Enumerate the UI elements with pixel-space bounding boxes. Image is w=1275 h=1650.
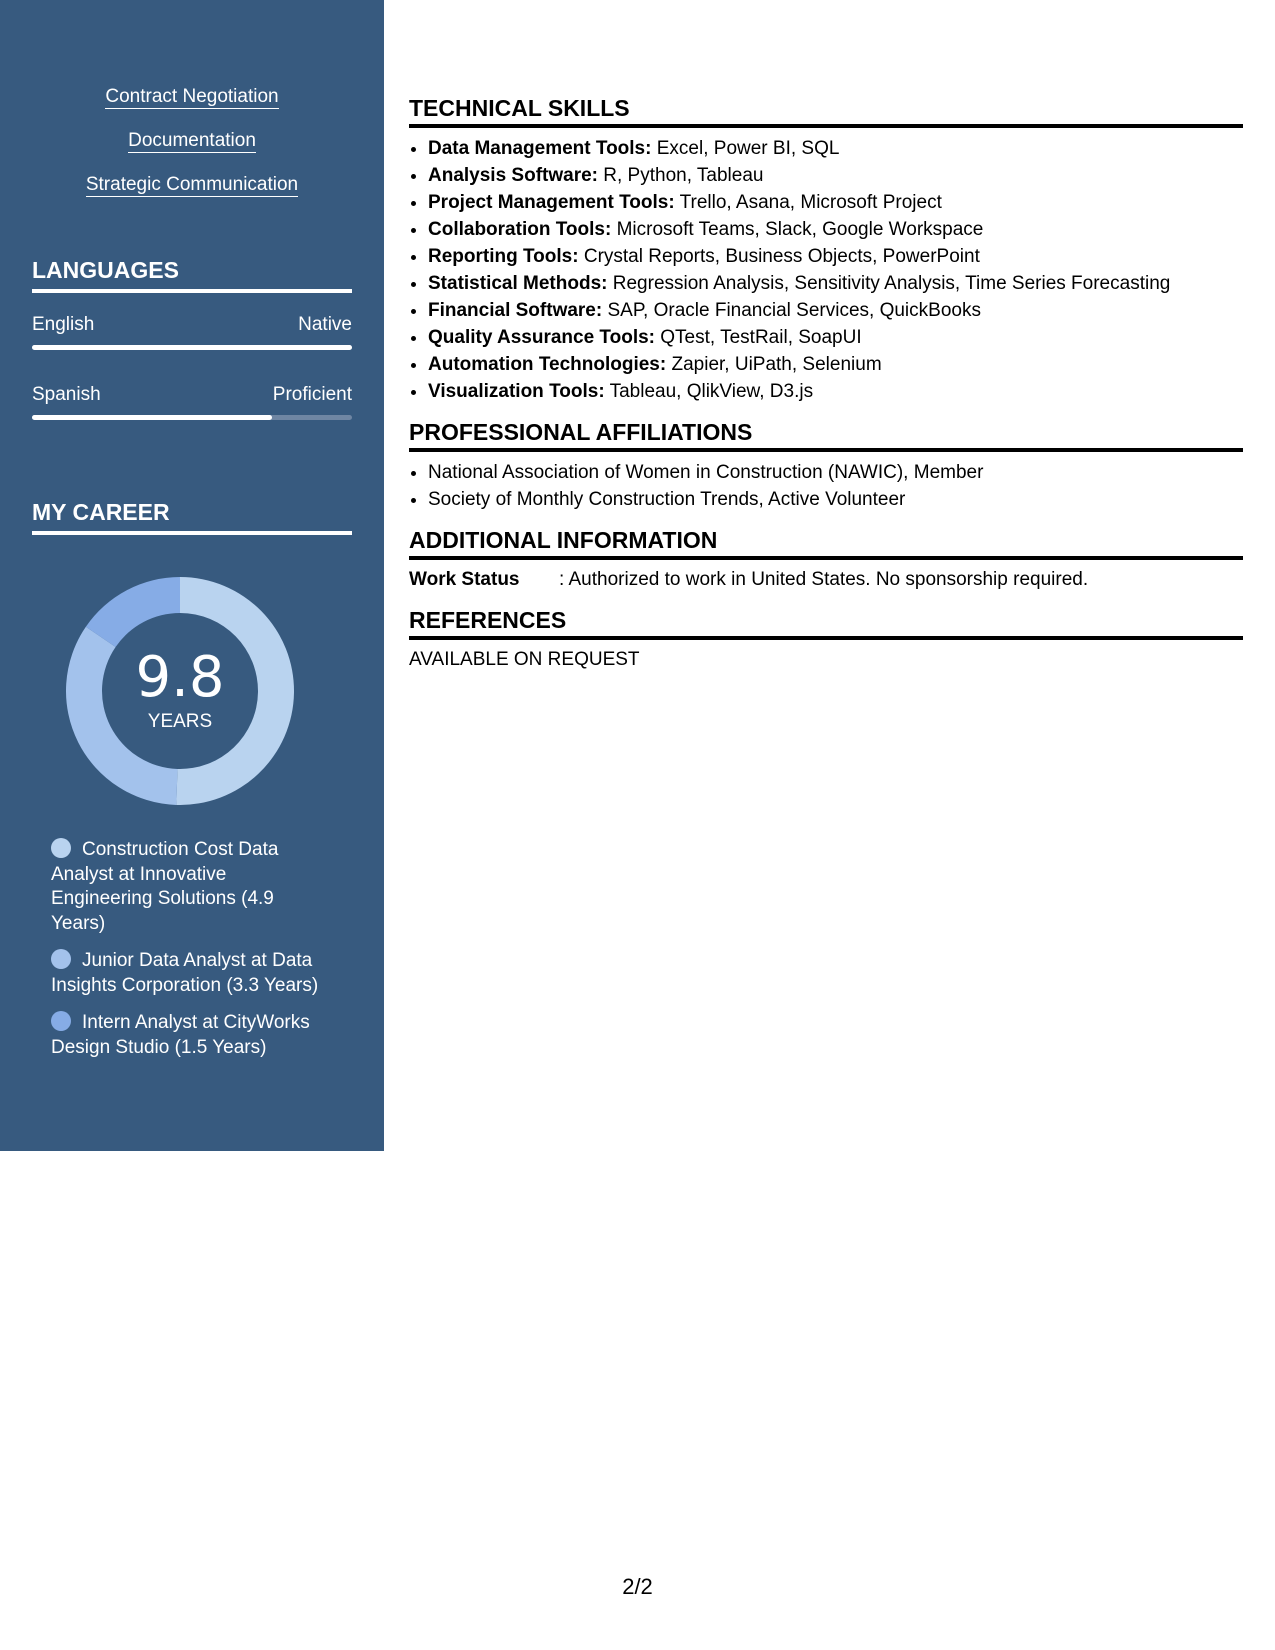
page-number: 2/2	[622, 1574, 653, 1599]
language-level: Native	[298, 314, 352, 335]
career-heading: MY CAREER	[32, 499, 352, 535]
language-bar	[32, 415, 352, 420]
skill-category: Visualization Tools:	[428, 381, 605, 402]
list-item	[428, 297, 1243, 324]
career-item-label: Construction Cost Data Analyst at Innovative Engineering Solutions (4.9 Years)	[51, 839, 279, 934]
language-name: English	[32, 314, 95, 335]
skill-category: Statistical Methods:	[428, 273, 608, 294]
career-legend-dot	[51, 838, 71, 858]
list-item	[428, 270, 1243, 297]
skill-category: Analysis Software:	[428, 165, 598, 186]
career-donut-chart	[66, 577, 294, 805]
technical-skills-section	[409, 95, 1243, 405]
language-bar-fill	[32, 345, 352, 350]
skill-item: Documentation	[128, 130, 256, 151]
skill-category: Collaboration Tools:	[428, 219, 612, 240]
career-legend-dot	[51, 1011, 71, 1031]
language-name: Spanish	[32, 384, 101, 405]
language-row	[32, 384, 352, 406]
career-item	[51, 838, 331, 936]
list-item	[428, 324, 1243, 351]
list-item	[428, 378, 1243, 405]
skill-category: Project Management Tools:	[428, 192, 675, 213]
list-item	[428, 135, 1243, 162]
skills-list	[0, 86, 384, 218]
list-item	[428, 216, 1243, 243]
skill-values: Regression Analysis, Sensitivity Analysis, Time Series Forecasting	[607, 273, 1171, 294]
work-status-row	[409, 567, 1243, 593]
sidebar	[0, 0, 384, 1151]
skill-values: Trello, Asana, Microsoft Project	[674, 192, 942, 213]
skill-values: Microsoft Teams, Slack, Google Workspace	[611, 219, 984, 240]
career-total-years: 9.8	[135, 645, 225, 710]
skill-values: Crystal Reports, Business Objects, PowerPoint	[578, 246, 980, 267]
skill-values: Excel, Power BI, SQL	[651, 138, 840, 159]
languages-heading: LANGUAGES	[32, 257, 352, 293]
technical-skills-heading: TECHNICAL SKILLS	[409, 95, 1243, 128]
skill-category: Quality Assurance Tools:	[428, 327, 655, 348]
work-status-value: : Authorized to work in United States. No sponsorship required.	[559, 569, 1089, 590]
language-bar	[32, 345, 352, 350]
skill-item: Strategic Communication	[85, 174, 299, 195]
work-status-label: Work Status	[409, 569, 520, 590]
skill-values: QTest, TestRail, SoapUI	[655, 327, 862, 348]
references-section	[409, 607, 1243, 673]
skill-values: R, Python, Tableau	[598, 165, 764, 186]
technical-skills-list	[409, 135, 1243, 405]
skill-values: Tableau, QlikView, D3.js	[604, 381, 814, 402]
career-item	[51, 1011, 331, 1060]
list-item	[428, 243, 1243, 270]
skill-category: Financial Software:	[428, 300, 603, 321]
career-item-label: Intern Analyst at CityWorks Design Studio (1.5 Years)	[51, 1012, 310, 1058]
additional-info-section	[409, 527, 1243, 593]
donut-center	[66, 577, 294, 805]
skill-category: Automation Technologies:	[428, 354, 667, 375]
list-item	[428, 351, 1243, 378]
list-item	[428, 189, 1243, 216]
skill-category: Data Management Tools:	[428, 138, 652, 159]
language-row	[32, 314, 352, 336]
additional-info-heading: ADDITIONAL INFORMATION	[409, 527, 1243, 560]
list-item: • Society of Monthly Construction Trends, Active Volunteer	[428, 486, 1243, 513]
references-text: AVAILABLE ON REQUEST	[409, 649, 640, 670]
affiliations-list	[409, 459, 1243, 513]
references-heading: REFERENCES	[409, 607, 1243, 640]
skill-values: SAP, Oracle Financial Services, QuickBooks	[602, 300, 981, 321]
list-item	[428, 162, 1243, 189]
skill-category: Reporting Tools:	[428, 246, 579, 267]
language-level: Proficient	[272, 384, 352, 405]
career-item	[51, 949, 331, 998]
language-bar-fill	[32, 415, 272, 420]
affiliations-section	[409, 419, 1243, 513]
career-list	[51, 838, 331, 1073]
career-total-unit: YEARS	[147, 711, 213, 732]
skill-item: Contract Negotiation	[105, 86, 279, 107]
career-legend-dot	[51, 949, 71, 969]
list-item: • National Association of Women in Construction (NAWIC), Member	[428, 459, 1243, 486]
affiliations-heading: PROFESSIONAL AFFILIATIONS	[409, 419, 1243, 452]
career-item-label: Junior Data Analyst at Data Insights Corporation (3.3 Years)	[51, 950, 319, 996]
main-content	[409, 95, 1243, 687]
skill-values: Zapier, UiPath, Selenium	[666, 354, 882, 375]
